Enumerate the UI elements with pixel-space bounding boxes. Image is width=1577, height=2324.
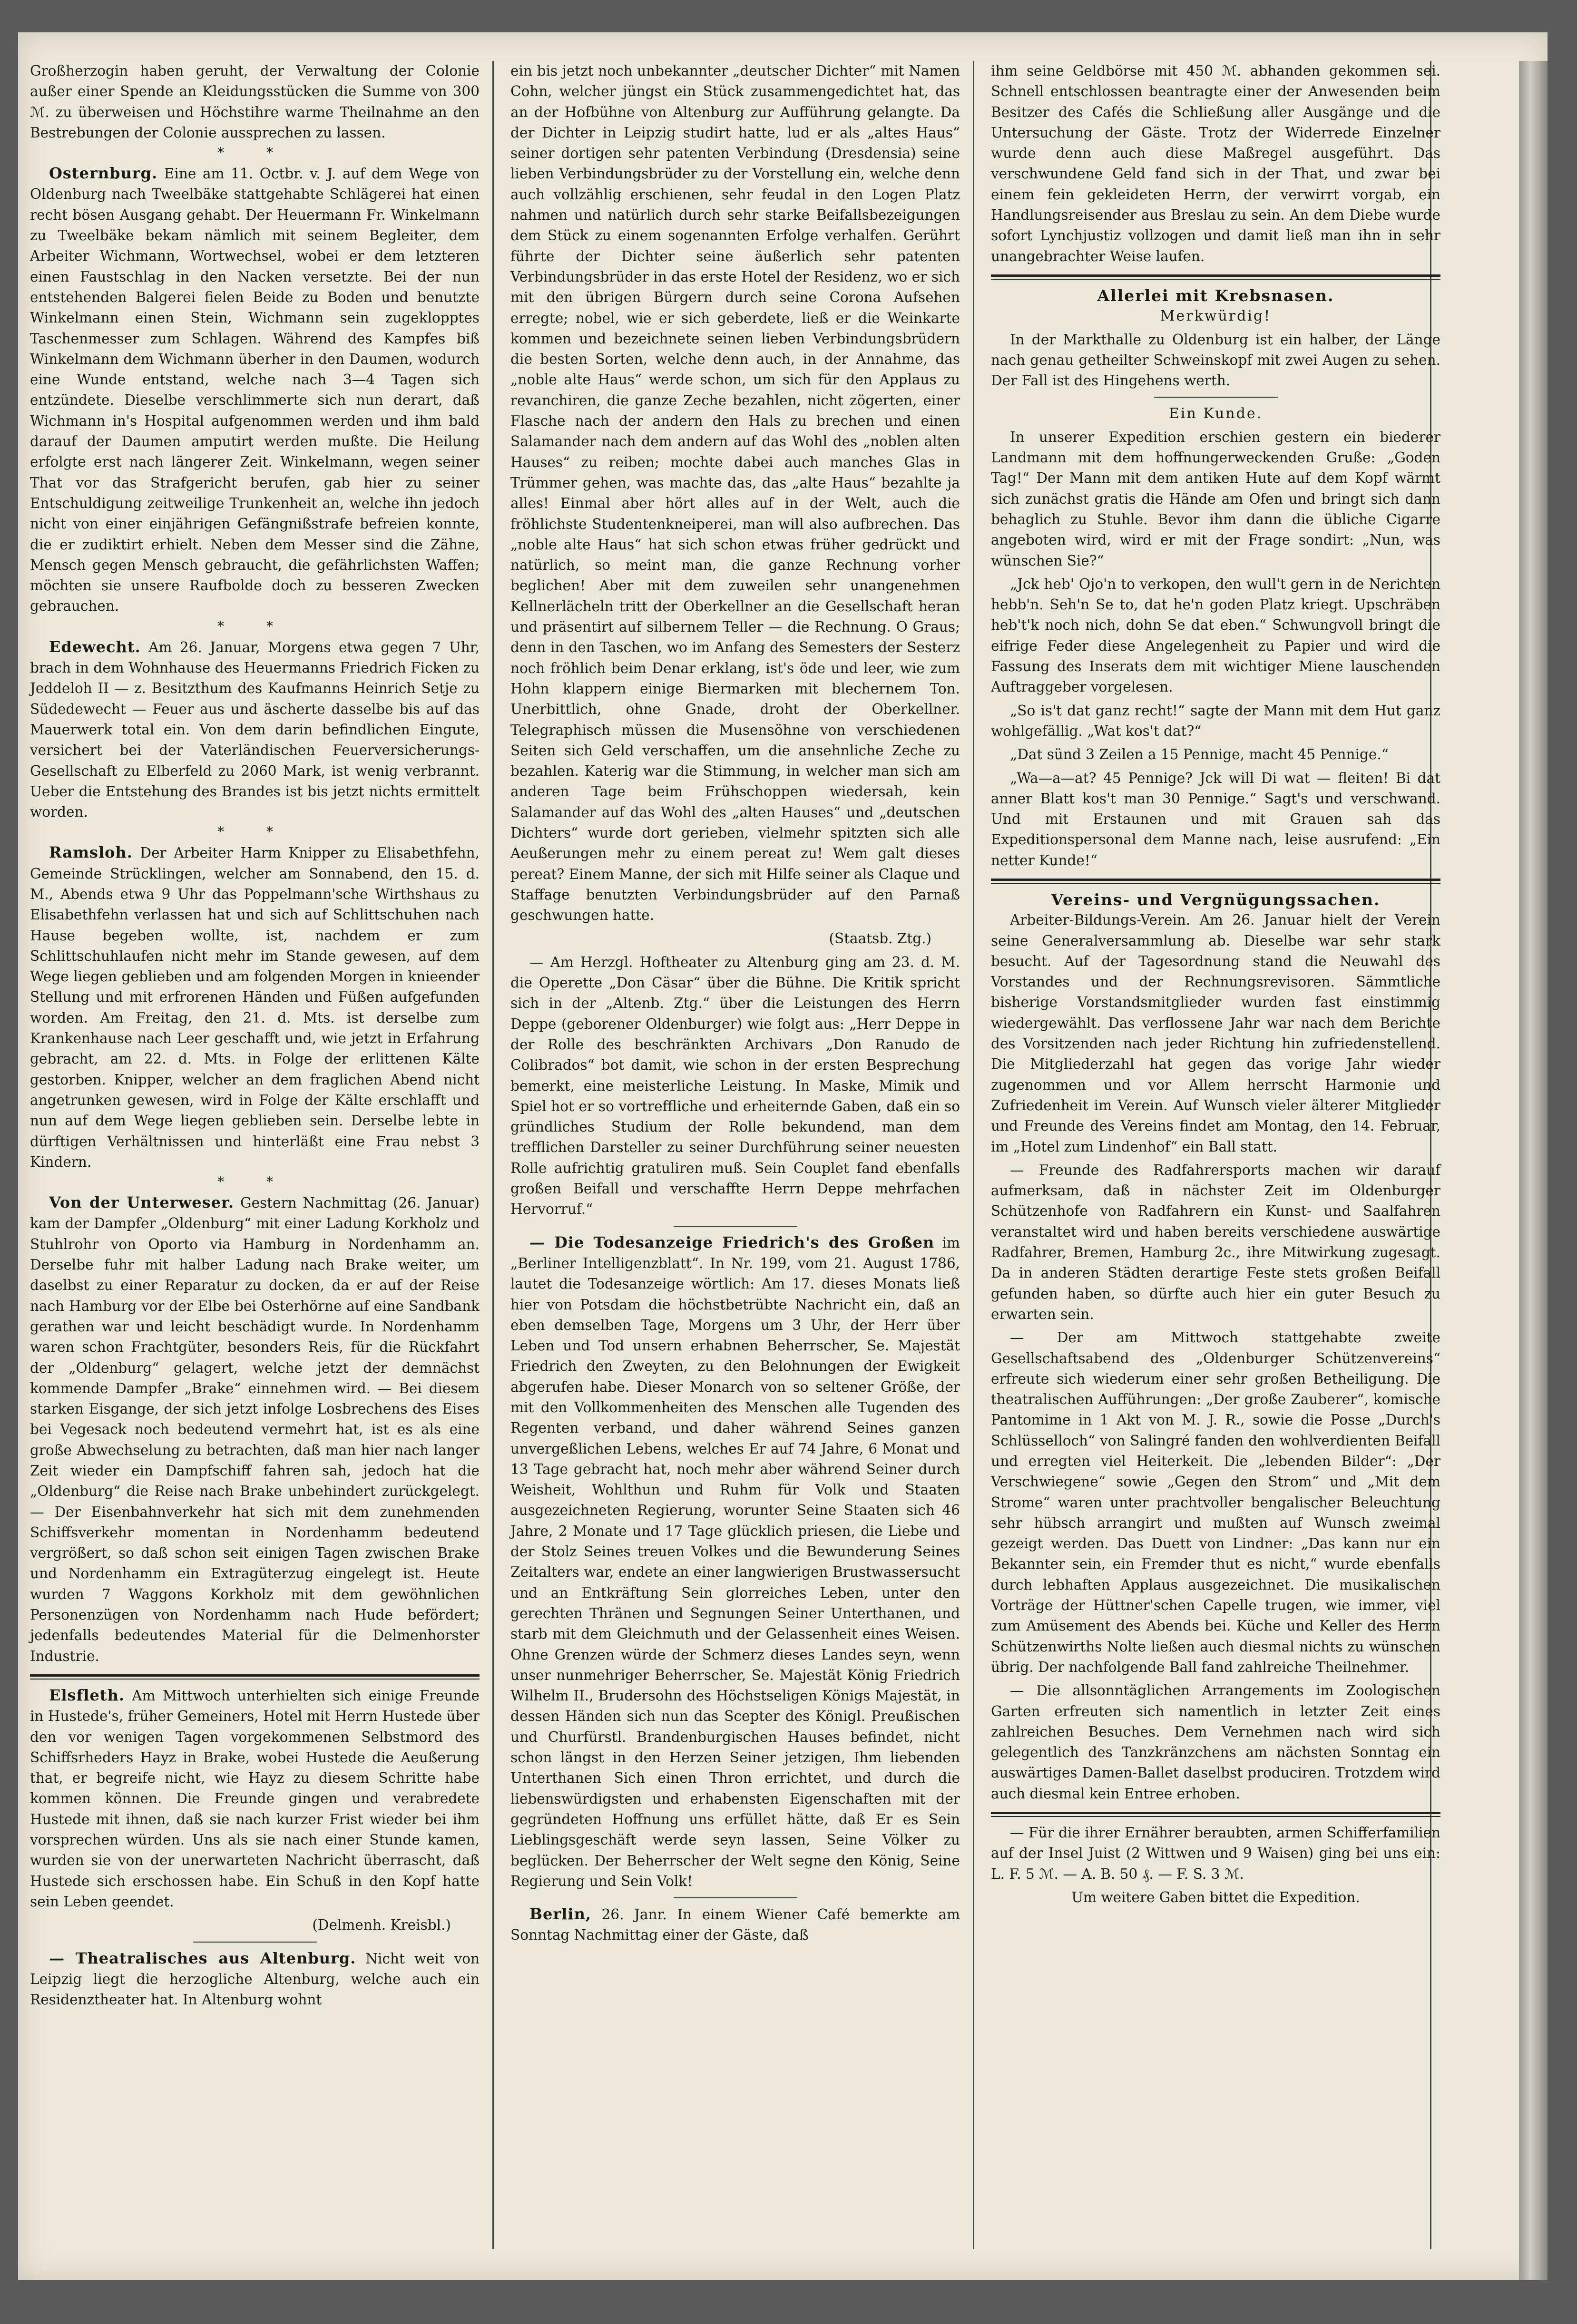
article-text: Eine am 11. Octbr. v. J. auf dem Wege von Oldenburg nach Tweelbäke stattgehabte Schlägerei hat einen recht bösen Ausgang gehabt. Der Heuermann Fr. Winkelmann zu Tweelbäke bekam nämlich mit seinem Begleiter, dem Arbeiter Wichmann, Wortwechsel, wobei er dem letzteren einen Faustschlag in den Nacken versetzte. Bei der nun entstehenden Balgerei fielen Beide zu Boden und benutzte Winkelmann einen Stein, Wichmann sein zugeklopptes Taschenmesser zum Schlagen. Während des Kampfes biß Winkelmann dem Wichmann überher in den Daumen, wodurch eine Wunde entstand, welche nach 3—4 Tagen sich entzündete. Dieselbe verschlimmerte sich nun derart, daß Wichmann in's Hospital aufgenommen werden und ihm bald darauf der Daumen amputirt werden mußte. Die Heilung erfolgte erst nach längerer Zeit. Winkelmann, wegen seiner That vor das Strafgericht berufen, gab hier zu seiner Entschuldigung zeitweilige Trunkenheit an, welche ihn jedoch nicht von einer einjährigen Gefängnißstrafe befreien konnte, die er zudiktirt erhielt. Neben dem Messer sind die Zähne, Mensch gegen Mensch gebraucht, die gefährlichsten Waffen; möchten sie unsere Raufbolde doch zu besseren Zwecken gebrauchen.: [30, 166, 480, 615]
article-heading: Elsfleth.: [49, 1686, 125, 1704]
separator-stars: * *: [217, 824, 292, 840]
article-source: (Delmenh. Kreisbl.): [312, 1917, 451, 1933]
article-source: (Staatsb. Ztg.): [829, 930, 931, 947]
article-text: ein bis jetzt noch unbekannter „deutscher Dichter“ mit Namen Cohn, welcher jüngst ein Stück zusammengedichtet hat, das an der Hofbühne von Altenburg zur Aufführung gelangte. Da der Dichter in Leipzig studirt hatte, lud er als „altes Haus“ seiner dortigen sehr patenten Verbindung (Dresdensia) seine lieben Verbindungsbrüder zu der Vorstellung ein, welche denn auch vollzählig erschienen, sehr feudal in den Logen Platz nahmen und natürlich durch sehr starke Beifallsbezeigungen dem Stück zu einem sogenannten Erfolge verhalfen. Gerührt führte der Dichter seine äußerlich sehr patenten Verbindungsbrüder in das erste Hotel der Residenz, wo er sich mit den übrigen Bürgern durch seine Corona Aufsehen erregte; nobel, wie er sich geberdete, ließ er die Weinkarte kommen und bezeichnete seinen lieben Verbindungsbrüdern die besten Sorten, welche denn auch, in der Annahme, das „noble alte Haus“ werde schon, um sich für den Applaus zu revanchiren, die ganze Zeche bezahlen, nicht zögerten, einer Flasche nach der andern den Hals zu brechen und einen Salamander nach dem andern auf das Wohl des „noblen alten Hauses“ zu reiben; mochte dabei auch manches Glas in Trümmer gehen, was machte das, das „alte Haus“ bezahlte ja alles! Einmal aber hört alles auf in der Welt, auch die fröhlichste Studentenkneiperei, man will also aufbrechen. Das „noble alte Haus“ hat sich schon etwas früher gedrückt und natürlich, so meint man, die ganze Rechnung vorher beglichen! Aber mit dem zuweilen sehr unangenehmen Kellnerlächeln tritt der Oberkellner an die Gesellschaft heran und präsentirt auf silbernem Teller — die Rechnung. O Graus; denn in den Taschen, wo im Anfang des Semesters der Sesterz noch fröhlich beim Denar erklang, ist's öde und leer, wie zum Hohn klappern einige Biermarken mit blechernem Ton. Unerbittlich, ohne Gnade, droht der Oberkellner. Telegraphisch müssen die Musensöhne von verschiedenen Seiten sich Geld verschaffen, um die ansehnliche Zeche zu bezahlen. Katerig war die Stimmung, in welcher man sich am anderen Tage beim Frühschoppen wiedersah, kein Salamander auf das Wohl des „alten Hauses“ und „deutschen Dichters“ wurde dort gerieben, vielmehr spitzten sich alle Aeußerungen mehr zu einem pereat zu! Wem galt dieses pereat? Einem Manne, der sich mit Hilfe seiner als Claque und Staffage benutzten Verbindungsbrüder auf den Parnaß geschwungen hatte.: [510, 63, 960, 924]
article-text: — Der am Mittwoch stattgehabte zweite Gesellschaftsabend des „Oldenburger Schützenvereins“ erfreute sich wiederum einer sehr großen Betheiligung. Die theatralischen Aufführungen: „Der große Zauberer“, komische Pantomime in 1 Akt von M. J. R., sowie die Posse „Durch's Schlüsselloch“ von Salingré fanden den wohlverdienten Beifall und erregten viel Heiterkeit. Die „lebenden Bilder“: „Der Verschwiegene“ sowie „Gegen den Strom“ und „Mit dem Strome“ waren unter prachtvoller bengalischer Beleuchtung sehr hübsch arrangirt und mußten auf Wunsch zweimal gezeigt werden. Das Duett von Lindner: „Das kann nur ein Bekannter sein, ein Fremder thut es nicht,“ wurde ebenfalls durch lebhaften Applaus ausgezeichnet. Die musikalischen Vorträge der Hüttner'schen Capelle trugen, wie immer, viel zum Amüsement des Abends bei. Küche und Keller des Herrn Schützenwirths Nolte ließen auch diesmal nichts zu wünschen übrig. Der nachfolgende Ball fand zahlreiche Theilnehmer.: [991, 1329, 1440, 1675]
column-rule: [492, 61, 494, 2249]
article-text: Großherzogin haben geruht, der Verwaltung der Colonie außer einer Spende an Kleidungsstücken die Summe von 300 ℳ. zu überweisen und Höchstihre warme Theilnahme an den Bestrebungen der Colonie aussprechen zu lassen.: [30, 63, 480, 141]
article-text: Um weitere Gaben bittet die Expedition.: [1071, 1889, 1360, 1905]
section-subtitle: Merkwürdig!: [1160, 308, 1272, 325]
column-1: [30, 61, 480, 2013]
article-text: Am Mittwoch unterhielten sich einige Freunde in Hustede's, früher Gemeiners, Hotel mit Herrn Hustede über den vor wenigen Tagen vorgekommenen Selbstmord des Schiffsrheders Hayz in Brake, wobei Hustede die Aeußerung that, er begreife nicht, wie Hayz zu diesem Schritte habe kommen können. Die Freunde gingen und verabredete Hustede mit ihnen, daß sie nach kurzer Frist wieder bei ihm vorsprechen würden. Uns als sie nach einer Stunde kamen, wurden sie von der unerwarteten Nachricht überrascht, daß Hustede sich erschossen habe. Ein Schuß in den Kopf hatte sein Leben geendet.: [30, 1687, 480, 1910]
article-text: Arbeiter-Bildungs-Verein. Am 26. Januar hielt der Verein seine Generalversammlung ab. Dieselbe war sehr stark besucht. Auf der Tagesordnung stand die Neuwahl des Vorstandes und der Rechnungsrevisoren. Sämmtliche bisherige Vorstandsmitglieder wurden fast einstimmig wiedergewählt. Das verflossene Jahr war nach dem Berichte des Vorsitzenden nach jeder Richtung hin zufriedenstellend. Die Mitgliederzahl hat gegen das vorige Jahr wieder zugenommen und vor Allem herrscht Harmonie und Zufriedenheit im Verein. Auf Wunsch vieler älterer Mitglieder und Freunde des Vereins findet am Montag, den 14. Februar, im „Hotel zum Lindenhof“ ein Ball statt.: [991, 912, 1440, 1155]
article-heading: Von der Unterweser.: [49, 1193, 235, 1212]
article-text: 26. Janr. In einem Wiener Café bemerkte am Sonntag Nachmittag einer der Gäste, daß: [510, 1906, 960, 1943]
article-unterweser: [30, 1192, 480, 1667]
article-todesanzeige: [510, 1232, 960, 1892]
separator-short: [193, 1942, 317, 1943]
separator-rule: [991, 274, 1440, 280]
column-3: [991, 61, 1440, 1911]
section-title: Vereins- und Vergnügungssachen.: [1051, 890, 1381, 909]
separator-stars: * *: [217, 145, 292, 161]
separator-short: [674, 1897, 797, 1898]
article-text: Nicht weit von Leipzig liegt die herzogliche Altenburg, welche auch ein Residenztheater hat. In Altenburg wohnt: [30, 1950, 480, 2008]
article-heading: Berlin,: [529, 1905, 591, 1924]
separator-short: [674, 1226, 797, 1227]
article-osternburg: [30, 163, 480, 617]
separator-short: [1154, 397, 1278, 398]
article-edewecht: [30, 637, 480, 823]
article-text: — Freunde des Radfahrersports machen wir darauf aufmerksam, daß in nächster Zeit im Oldenburger Schützenhofe von Radfahrern ein Kunst- und Saalfahren veranstaltet wird und haben bereits verschiedene auswärtige Radfahrer, Bremen, Hamburg 2c., ihre Mitwirkung zugesagt. Da in anderen Städten derartige Feste stets großen Beifall gefunden haben, so dürfte auch hier ein guter Besuch zu erwarten sein.: [991, 1162, 1440, 1322]
article-altenburg-theatre: [30, 1948, 480, 2011]
article-elsfleth: [30, 1685, 480, 1912]
article-text: im „Berliner Intelligenzblatt“. In Nr. 199, vom 21. August 1786, lautet die Todesanzeige wörtlich: Am 17. dieses Monats ließ hier von Potsdam die höchstbetrübte Nachricht ein, daß an eben demselben Tage, Morgens um 3 Uhr, der Herr über Leben und Tod unsern erhabnen Beherrscher, Se. Majestät Friedrich den Zweyten, zu den Belohnungen der Ewigkeit abgerufen habe. Dieser Monarch von so seltener Größe, der mit den Vollkommenheiten des Menschen alle Tugenden des Regenten verband, und daher während Seines ganzen unvergeßlichen Lebens, welches Er auf 74 Jahre, 6 Monat und 13 Tage gebracht hat, noch mehr aber während Seiner durch Weisheit, Wohlthun und Ruhm für Volk und Staaten ausgezeichneten Regierung, worunter Seine Staaten sich 46 Jahre, 2 Monate und 17 Tage glücklich priesen, die Liebe und der Stolz Seines treuen Volkes und die Bewunderung Seines Zeitalters war, endete an einer langwierigen Brustwassersucht und an Entkräftung Sein glorreiches Leben, unter den gerechten Thränen und Segnungen Seiner Unterthanen, und starb mit dem Gleichmuth und der Gelassenheit eines Weisen. Ohne Grenzen würde der Schmerz dieses Landes seyn, wenn unser nunmehriger Beherrscher, Se. Majestät König Friedrich Wilhelm II., Brudersohn des Höchstseligen Königs Majestät, in dessen Händen sich nun das Scepter des Königl. Preußischen und Churfürstl. Brandenburgischen Hauses befindet, nicht schon längst in den Herzen Seiner jetzigen, Ihm liebenden Unterthanen Sich einen Thron errichtet, und durch die liebenswürdigsten und erhabensten Eigenschaften mit der gegründeten Hoffnung uns erfüllet hätte, daß Er es Sein Lieblingsgeschäft werde seyn lassen, Seine Völker zu beglücken. Der Beherrscher der Welt segne den König, Seine Regierung und Sein Volk!: [510, 1234, 960, 1889]
article-text: Der Arbeiter Harm Knipper zu Elisabethfehn, Gemeinde Strücklingen, welcher am Sonnabend, den 15. d. M., Abends etwa 9 Uhr das Poppelmann'sche Wirthshaus zu Elisabethfehn verlassen hat und sich auf Schlittschuhen nach Hause begeben wollte, ist, nachdem er zum Schlittschuhlaufen nicht mehr im Stande gewesen, auf dem Wege liegen geblieben und am folgenden Morgen in knieender Stellung und mit erfrorenen Händen und Füßen aufgefunden worden. Am Freitag, den 21. d. Mts. ist derselbe zum Krankenhause nach Leer geschafft und, wie jetzt in Erfahrung gebracht, am 22. d. Mts. in Folge der erlittenen Kälte gestorben. Knipper, welcher an dem fraglichen Abend nicht angetrunken gewesen, wird in Folge der Kälte erschlafft und nun auf dem Wege liegen geblieben sein. Derselbe lebte in dürftigen Verhältnissen und hinterläßt eine Frau nebst 3 Kindern.: [30, 845, 480, 1170]
article-berlin: [510, 1904, 960, 1946]
article-text: — Die allsonntäglichen Arrangements im Zoologischen Garten erfreuten sich namentlich in letzter Zeit eines zahlreichen Besuches. Dem Vernehmen nach wird sich gelegentlich des Tanzkränzchens am nächsten Sonntag ein auswärtiges Damen-Ballet daselbst produciren. Trotzdem wird auch diesmal kein Entree erhoben.: [991, 1682, 1440, 1802]
section-title: Allerlei mit Krebsnasen.: [1097, 286, 1334, 305]
column-2: [510, 61, 960, 1949]
separator-rule: [991, 879, 1440, 884]
article-text: ihm seine Geldbörse mit 450 ℳ. abhanden gekommen sei. Schnell entschlossen beantragte einer der Anwesenden beim Besitzer des Cafés die Schließung aller Ausgänge und die Untersuchung der Gäste. Trotz der Widerrede Einzelner wurde denn auch diese Maßregel ausgeführt. Das verschwundene Geld fand sich in der That, und zwar bei einem fein gekleideten Herrn, der verwirrt vorgab, ein Handlungsreisender aus Breslau zu sein. An dem Diebe wurde sofort Lynchjustiz vollzogen und damit ließ man ihn in sehr unangebrachter Weise laufen.: [991, 63, 1440, 264]
article-text: — Für die ihrer Ernährer beraubten, armen Schifferfamilien auf der Insel Juist (2 Wittwen und 9 Waisen) ging bei uns ein: L. F. 5 ℳ. — A. B. 50 ₰. — F. S. 3 ℳ.: [991, 1825, 1440, 1882]
separator-stars: * *: [217, 618, 292, 634]
article-text: „Wa—a—at? 45 Pennige? Jck will Di wat — fleiten! Bi dat anner Blatt kos't man 30 Pennige.“ Sagt's und verschwand. Und mit Erstaunen und mit Grauen sah das Expeditionspersonal dem Manne nach, leise ausrufend: „Ein netter Kunde!“: [991, 770, 1440, 869]
article-text: „Jck heb' Ojo'n to verkopen, den wull't gern in de Nerichten hebb'n. Seh'n Se to, dat he'n goden Platz kriegt. Upschräben heb't'k noch nich, dohn Se dat eben.“ Schwungvoll bringt die eifrige Feder diese Angelegenheit zu Papier und wird die Fassung des Inserats dem mit wichtiger Miene lauschenden Auftraggeber vorgelesen.: [991, 576, 1440, 695]
article-ramsloh: [30, 842, 480, 1172]
page-edge-shadow: [1519, 61, 1548, 2280]
column-rule: [973, 61, 974, 2249]
article-colony: [30, 61, 480, 143]
article-text: „So is't dat ganz recht!“ sagte der Mann mit dem Hut ganz wohlgefällig. „Wat kos't dat?“: [991, 702, 1440, 739]
article-text: Am 26. Januar, Morgens etwa gegen 7 Uhr, brach in dem Wohnhause des Heuermanns Friedrich Ficken zu Jeddeloh II — z. Besitzthum des Kaufmanns Heinrich Setje zu Südedewecht — Feuer aus und äscherte dasselbe bis auf das Mauerwerk total ein. Von dem darin befindlichen Eingute, versichert bei der Vaterländischen Feuerversicherungs-Gesellschaft zu Elberfeld zu 2060 Mark, ist wenig verbrannt. Ueber die Entstehung des Brandes ist bis jetzt nichts ermittelt worden.: [30, 639, 480, 820]
separator-stars: * *: [217, 1174, 292, 1190]
separator-rule: [30, 1674, 480, 1680]
separator-rule: [991, 1812, 1440, 1817]
article-text: „Dat sünd 3 Zeilen a 15 Pennige, macht 45 Pennige.“: [1010, 746, 1389, 763]
article-heading: Osternburg.: [49, 164, 158, 183]
article-heading: — Theatralisches aus Altenburg.: [49, 1949, 356, 1967]
section-subtitle: Ein Kunde.: [1168, 405, 1263, 422]
article-heading: — Die Todesanzeige Friedrich's des Großen: [529, 1233, 935, 1251]
newspaper-page: [18, 32, 1548, 2280]
article-heading: Ramsloh.: [49, 843, 133, 862]
article-text: Gestern Nachmittag (26. Januar) kam der Dampfer „Oldenburg“ mit einer Ladung Korkholz und Stuhlrohr von Oporto via Hamburg in Nordenhamm an. Derselbe fuhr mit halber Ladung nach Brake weiter, um daselbst zu einer Reparatur zu docken, da er auf der Reise nach Hamburg vor der Elbe bei Osterhörne auf eine Sandbank gerathen war und leicht beschädigt wurde. In Nordenhamm waren schon Frachtgüter, besonders Reis, für die Rückfahrt der „Oldenburg“ gelagert, welche jetzt der demnächst kommende Dampfer „Brake“ einnehmen wird. — Bei diesem starken Eisgange, der sich jetzt infolge Losbrechens des Eises bei Vegesack noch bedeutend vermehrt hat, ist es als eine große Abwechselung zu betrachten, daß man hier nach langer Zeit wieder ein Dampfschiff fahren sah, jedoch hat die „Oldenburg“ die Reise nach Brake unbehindert zurückgelegt. — Der Eisenbahnverkehr hat sich mit dem zunehmenden Schiffsverkehr momentan in Nordenhamm bedeutend vergrößert, so daß schon seit einigen Tagen zwischen Brake und Nordenhamm ein Extragüterzug eingelegt ist. Heute wurden 7 Waggons Korkholz mit dem gewöhnlichen Personenzügen von Nordenhamm nach Hude befördert; jedenfalls bedeutendes Material für die Delmenhorster Industrie.: [30, 1195, 480, 1664]
article-text: In der Markthalle zu Oldenburg ist ein halber, der Länge nach genau getheilter Schweinskopf mit zwei Augen zu sehen. Der Fall ist des Hingehens werth.: [991, 331, 1440, 389]
article-text: In unserer Expedition erschien gestern ein biederer Landmann mit dem hoffnungerweckenden Gruße: „Goden Tag!“ Der Mann mit dem antiken Hute auf dem Kopf wärmt sich zunächst gratis die Hände am Ofen und bringt sich dann behaglich zu Stuhle. Bevor ihm dann die übliche Cigarre angeboten wird, wird er mit der Frage sondirt: „Nun, was wünschen Sie?“: [991, 429, 1440, 569]
article-heading: Edewecht.: [49, 637, 141, 656]
article-hoftheater: — Am Herzgl. Hoftheater zu Altenburg ging am 23. d. M. die Operette „Don Cäsar“ über die Bühne. Die Kritik spricht sich in der „Altenb. Ztg.“ über die Leistungen des Herrn Deppe (geborener Oldenburger) wie folgt aus: „Herr Deppe in der Rolle des beschränkten Archivars „Don Ranudo de Colibrados“ bot damit, wie schon in der ersten Besprechung bemerkt, eine meisterliche Leistung. In Maske, Mimik und Spiel hot er so vortreffliche und erheiternde Gaben, daß ein so gründliches Studium der Rolle bekundend, man dem trefflichen Darsteller zu seiner Durchführung seiner neuesten Rolle aufrichtig gratuliren muß. Sein Couplet fand ebenfalls großen Beifall und verschaffte Herrn Deppe mehrfachen Hervorruf.“: [510, 954, 960, 1218]
